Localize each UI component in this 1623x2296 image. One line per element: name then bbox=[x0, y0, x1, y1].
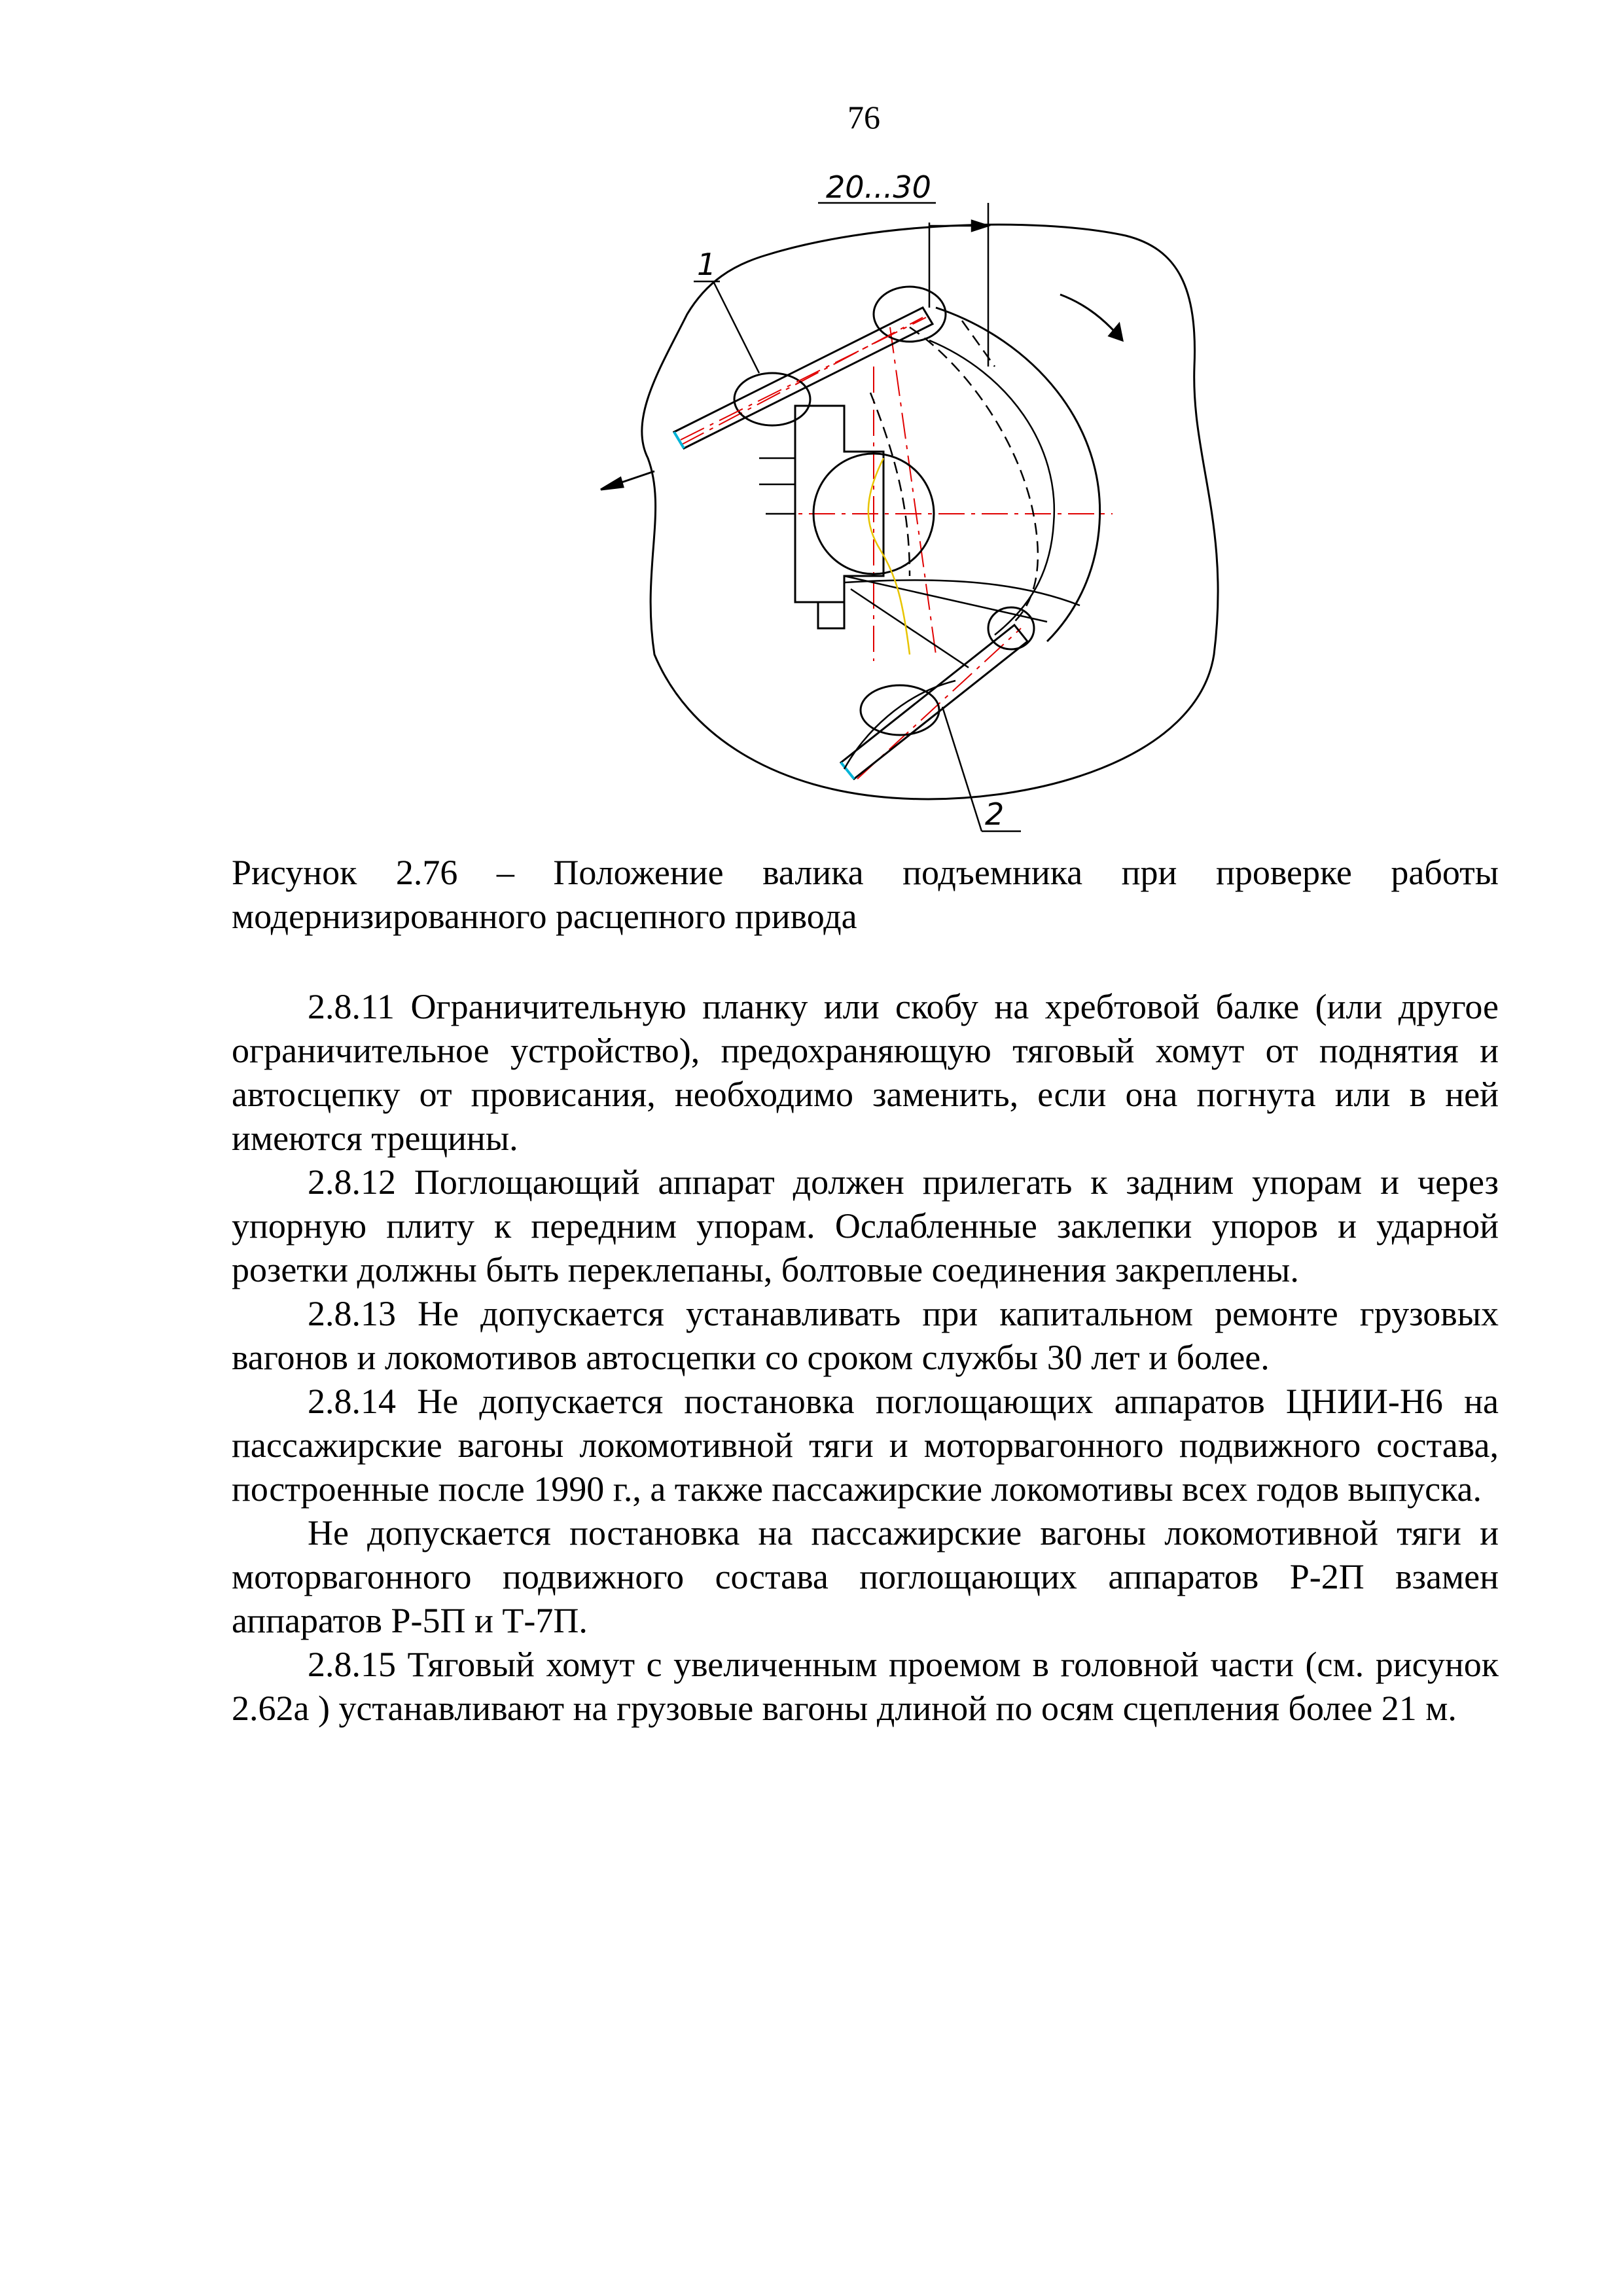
dimension-label: 20...30 bbox=[826, 170, 931, 205]
upper-link bbox=[674, 287, 946, 448]
paragraph-2-8-15: 2.8.15 Тяговый хомут с увеличенным проемом в головной части (см. рисунок 2.62а ) устанавливают на грузовые вагоны длиной по осям сцепления более 21 м. bbox=[232, 1645, 1499, 1728]
body-text bbox=[232, 985, 1499, 1731]
paragraph-2-8-11: 2.8.11 Ограничительную планку или скобу на хребтовой балке (или другое ограничительное устройство), предохраняющую тяговый хомут от поднятия и автосцепку от провисания, необходимо заменить, если она погнута или в ней имеются трещины. bbox=[232, 987, 1499, 1158]
paragraph-2-8-14-note: Не допускается постановка на пассажирские вагоны локомотивной тяги и моторвагонного подвижного состава поглощающих аппаратов Р-2П взамен аппаратов Р-5П и Т-7П. bbox=[232, 1513, 1499, 1640]
callout-1: 1 bbox=[697, 247, 717, 282]
traction-housing bbox=[795, 406, 883, 602]
lifter-shaft-drawing bbox=[0, 0, 1623, 851]
lever-arc-inner bbox=[929, 340, 1054, 635]
lower-link bbox=[841, 607, 1034, 779]
figure-caption: Рисунок 2.76 – Положение валика подъемника при проверке работы модернизированного расцепного привода bbox=[232, 853, 1499, 936]
page-number: 76 bbox=[847, 99, 880, 135]
rotation-sector bbox=[870, 321, 1038, 622]
lower-link-shadow bbox=[844, 681, 955, 769]
paragraph-2-8-12: 2.8.12 Поглощающий аппарат должен прилегать к задним упорам и через упорную плиту к передним упорам. Ослабленные заклепки упоров и ударной розетки должны быть переклепаны, болтовые соединения закреплены. bbox=[232, 1162, 1499, 1289]
bolt-head bbox=[818, 602, 844, 628]
paragraph-2-8-13: 2.8.13 Не допускается устанавливать при капитальном ремонте грузовых вагонов и локомотивов автосцепки со сроком службы 30 лет и более. bbox=[232, 1294, 1499, 1377]
callout-2: 2 bbox=[985, 797, 1005, 832]
lever-arc bbox=[936, 308, 1100, 641]
paragraph-2-8-14: 2.8.14 Не допускается постановка поглощающих аппаратов ЦНИИ-Н6 на пассажирские вагоны локомотивной тяги и моторвагонного подвижного состава, построенные после 1990 г., а также пассажирские локомотивы всех годов выпуска. bbox=[232, 1382, 1499, 1509]
force-arrow bbox=[601, 471, 654, 490]
